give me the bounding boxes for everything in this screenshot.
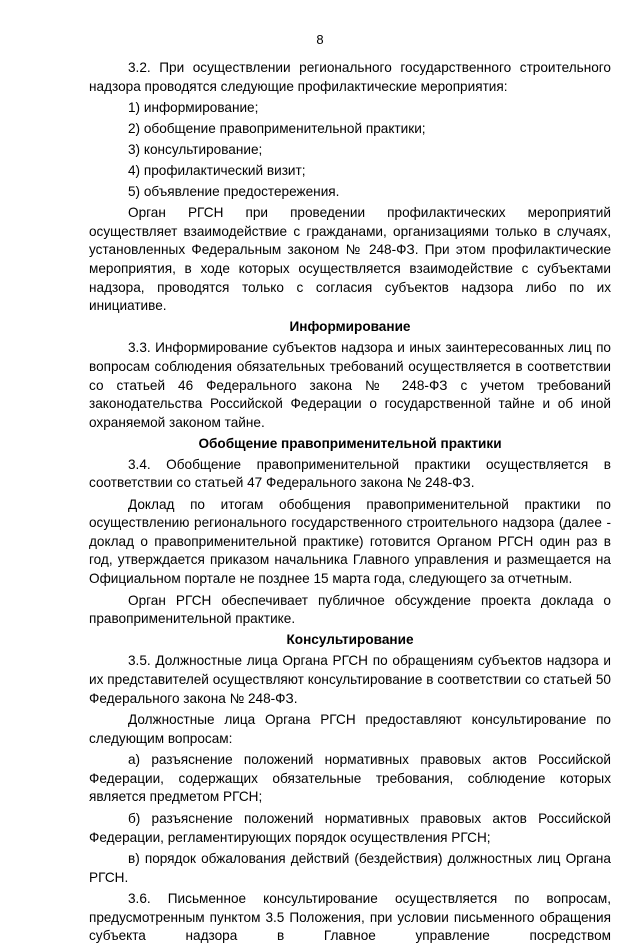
para-report: Доклад по итогам обобщения правоприменительной практики по осуществлению регионального государственного строительного надзора (далее - доклад о правоприменительной практике) готовится Органом РГСН один раз в год, утверждается приказом начальника Главного управления и размещается на Официальном портале не позднее 15 марта года, следующего за отчетным. [89,496,611,586]
list-item-3: 3) консультирование; [128,141,263,157]
para-consult-questions: Должностные лица Органа РГСН предоставляют консультирование по следующим вопросам: [89,712,611,746]
para-item-v: в) порядок обжалования действий (бездействия) должностных лиц Органа РГСН. [89,851,611,885]
para-item-b: б) разъяснение положений нормативных правовых актов Российской Федерации, регламентирующих порядок осуществления РГСН; [89,811,611,845]
page-number: 8 [316,32,324,47]
heading-generalization: Обобщение правоприменительной практики [198,435,502,451]
para-3-3: 3.3. Информирование субъектов надзора и иных заинтересованных лиц по вопросам соблюдения обязательных требований осуществляется в соответствии со статьей 46 Федерального закона № 248-ФЗ с учетом требований законодательства Российской Федерации о государственной тайне и об иной охраняемой законом тайне. [89,340,611,430]
heading-informing: Информирование [289,319,411,335]
para-item-a: а) разъяснение положений нормативных правовых актов Российской Федерации, содержащих обязательные требования, соблюдение которых является предметом РГСН; [89,752,611,805]
list-item-1: 1) информирование; [128,99,259,115]
document-body [89,59,611,948]
list-item-4: 4) профилактический визит; [128,162,306,178]
para-3-2: 3.2. При осуществлении регионального государственного строительного надзора проводятся следующие профилактические мероприятия: [89,60,611,94]
list-item-5: 5) объявление предостережения. [128,184,340,200]
heading-consulting: Консультирование [286,632,414,648]
para-public-discussion: Орган РГСН обеспечивает публичное обсуждение проекта доклада о правоприменительной практике. [89,592,611,627]
para-3-4: 3.4. Обобщение правоприменительной практики осуществляется в соответствии со статьей 47 Федерального закона № 248-ФЗ. [89,456,611,491]
para-3-5: 3.5. Должностные лица Органа РГСН по обращениям субъектов надзора и их представителей осуществляют консультирование в соответствии со статьей 50 Федерального закона № 248-ФЗ. [89,653,611,706]
para-interaction: Орган РГСН при проведении профилактических мероприятий осуществляет взаимодействие с гражданами, организациями только в случаях, установленных Федеральным законом № 248-ФЗ. При этом профилактические мероприятия, в ходе которых осуществляется взаимодействие с субъектами надзора, проводятся только с согласия субъектов надзора либо по их инициативе. [89,205,611,314]
para-3-6: 3.6. Письменное консультирование осуществляется по вопросам, предусмотренным пунктом 3.5 Положения, при условии письменного обращения субъекта надзора в Главное управление посредством [89,890,611,944]
list-item-2: 2) обобщение правоприменительной практики; [128,120,426,136]
